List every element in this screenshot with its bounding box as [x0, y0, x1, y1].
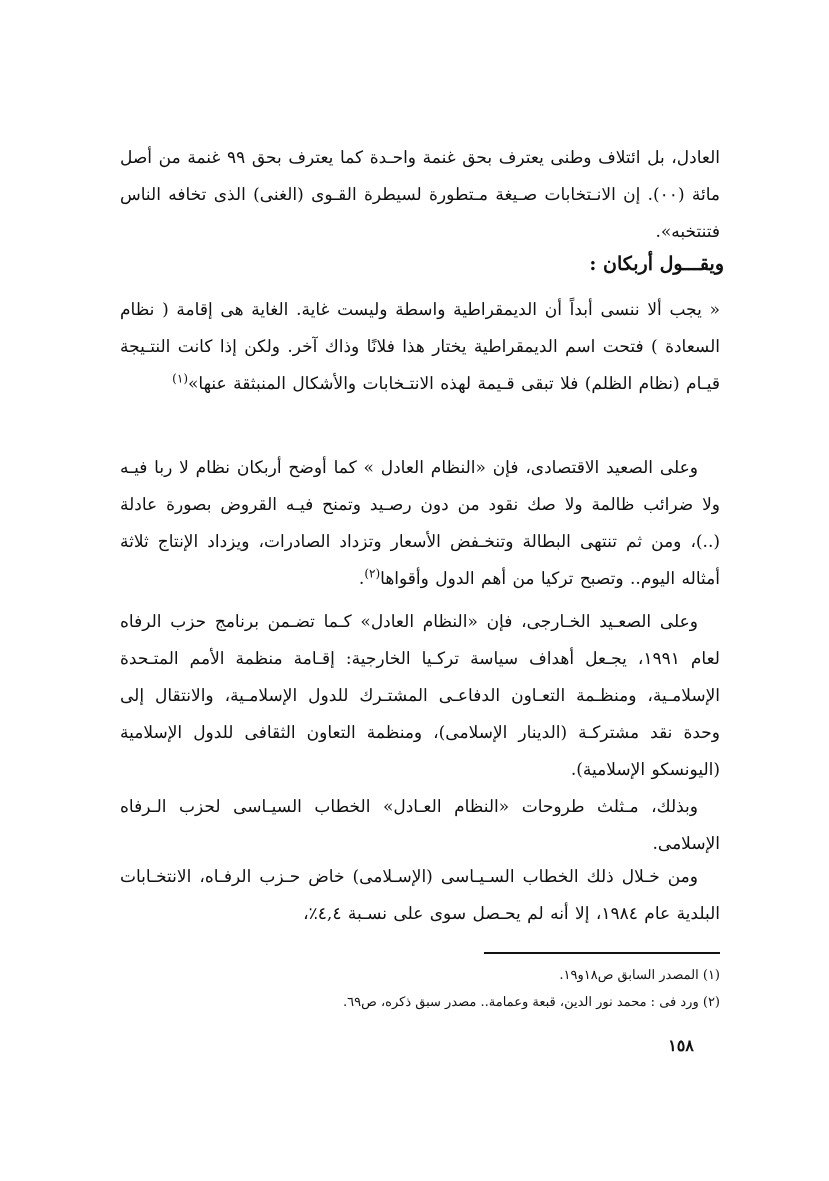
summary-paragraph: وبذلك، مـثلث طروحات «النظام العـادل» الخطاب السيـاسى لحزب الـرفاه الإسلامى. — [120, 797, 720, 854]
page-number: ١٥٨ — [668, 1036, 694, 1055]
elections-paragraph: ومن خـلال ذلك الخطاب السـيـاسى (الإسـلامى) خاض حـزب الرفـاه، الانتخـابات البلدية عام ١٩٨٤، إلا أنه لم يحـصل سوى على نسـبة ٤,٤٪، — [120, 867, 720, 924]
footnote-divider — [484, 952, 720, 954]
paragraph-continuation: العادل، بل ائتلاف وطنى يعترف بحق غنمة واحـدة كما يعترف بحق ٩٩ غنمة من أصل مائة (٠٠). إن الانـتخابات صـيغة مـتطورة لسيطرة القـوى (الغنى) الذى تخافه الناس فتنتخبه». — [120, 148, 721, 242]
economic-paragraph — [120, 450, 720, 598]
footnotes — [120, 962, 720, 1016]
footnote-1: (١) المصدر السابق ص١٨و١٩. — [559, 968, 720, 983]
foreign-policy-paragraph: وعلى الصعـيد الخـارجى، فإن «النظام العادل» كـما تضـمن برنامج حزب الرفاه لعام ١٩٩١، يجـعل أهداف سياسة تركـيا الخارجية: إقـامة منظمة الأمم المتـحدة الإسلامـية، ومنظـمة التعـاون الدفاعـى المشتـرك للدول الإسلامـية، والانتقال إلى وحدة نقد مشتركـة (الدينار الإسلامى)، ومنظمة التعاون الثقافى للدول الإسلامية (اليونسكو الإسلامية). — [120, 612, 721, 780]
footnote-ref-1: (١) — [172, 371, 188, 386]
section-heading: ويقـــول أربكان : — [589, 253, 724, 275]
economic-text-end: . — [358, 569, 365, 589]
economic-text: وعلى الصعيد الاقتصادى، فإن «النظام العادل » كما أوضح أربكان نظام لا ربا فيـه ولا ضرائب ظالمة ولا صك نقود من دون رصـيد وتمنح فيـه القروض بصورة عادلة (..)، ومن ثم تنتهى البطالة وتنخـفض الأسعار وتزداد الصادرات، ويزداد الإنتاج ثلاثة أمثاله اليوم.. وتصبح تركيا من أهم الدول وأقواها — [120, 458, 720, 589]
quote-paragraph — [120, 292, 720, 403]
footnote-2: (٢) ورد فى : محمد نور الدين، قبعة وعمامة.. مصدر سبق ذكره، ص٦٩. — [343, 995, 720, 1010]
quote-text: « يجب ألا ننسى أبداً أن الديمقراطية واسطة وليست غاية. الغاية هى إقامة ( نظام السعادة ) فتحت اسم الديمقراطية يختار هذا فلانًا وذاك آخر. ولكن إذا كانت النتـيجة قيـام (نظام الظلم) فلا تبقى قـيمة لهذه الانتـخابات والأشكال المنبثقة عنها» — [120, 300, 720, 394]
footnote-ref-2: (٢) — [364, 566, 381, 581]
